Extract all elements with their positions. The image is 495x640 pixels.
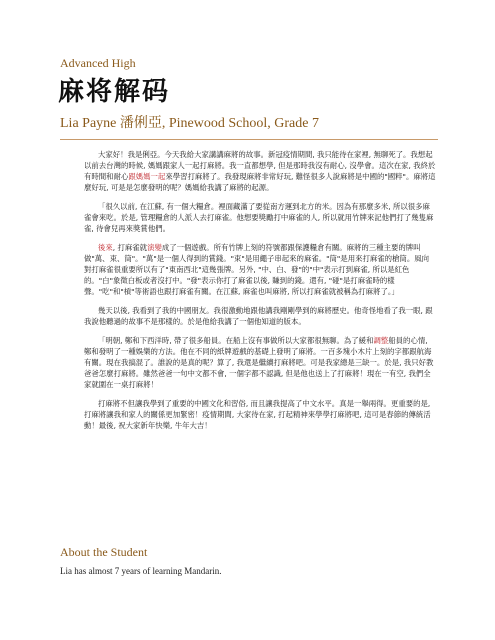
highlighted-text: 跟媽媽一起 [128, 172, 166, 181]
about-text: Lia has almost 7 years of learning Mandarin. [60, 566, 222, 576]
paragraph-text: 船員的心情, 鄭和發明了一種娛樂的方法。他在不同的紙牌遊戲的基礎上發明了麻將。一百多塊小木片上刻的字都跟航海有關。現在我搞混了。誰說的是真的呢？算了, 我還是繼續打麻將吧。可是我家總是三缺一。於是, 我只好教爸爸怎麼打麻將。雖然爸爸一句中文都不會, 一個字都不認識, 但是他也送上了打麻將！現在一有空, 我們全家就圍在一桌打麻將！ [84, 336, 434, 389]
paragraph-text: 「明朝, 鄭和下西洋時, 帶了很多船員。在船上沒有事做所以大家都很無聊。為了緩和 [98, 336, 374, 345]
highlighted-text: 演變 [147, 243, 162, 252]
highlighted-text: 後來 [98, 243, 113, 252]
highlighted-text: 調整 [373, 336, 389, 345]
author-byline: Lia Payne 潘俐亞, Pinewood School, Grade 7 [60, 116, 319, 131]
paragraph-text: 大家好！我是俐亞。今天我給大家講講麻將的故事。新冠疫情期間, 我只能待在家裡, 無聊死了。我想起以前去台灣的時候, 媽媽跟家人一起打麻將。我一直都想學, 但是那時我沒有耐心, 沒學會。這次在家, 我終於有時間和耐心 [84, 150, 436, 181]
paragraph-4: 幾天以後, 我看到了我的中國朋友。我很激動地跟他講我剛剛學到的麻將歷史。他奇怪地看了我一眼, 跟我說他聽過的故事不是那樣的。於是他給我講了一個他知道的版本。 [84, 306, 433, 326]
paragraph-text: 成了一個遊戲。所有竹牌上刻的符號都跟保護糧倉有關。麻將的三種主要的牌叫做"萬、束、筒"。"萬"是一個人得到的賞錢。"束"是用繩子串起來的麻雀。"筒"是用來打麻雀的槍筒。風向對打麻雀很重要所以有了"東南西北"這幾張牌。另外, "中、白、發"的"中"表示打到麻雀, 所以是紅色的。"白"象徵白板或者沒打中。"發"表示你打了麻雀以後, 賺到的錢。還有, "碰"是打麻雀時的樣聲。"吃"和"槓"等術語也跟打麻雀有關。在江蘇, 麻雀也叫麻將, 所以打麻雀就被稱為打麻將了。」 [84, 243, 429, 296]
about-heading: About the Student [60, 545, 148, 559]
paragraph-text: , 打麻雀就 [112, 243, 148, 252]
essay-title: 麻将解码 [58, 77, 171, 107]
divider [60, 139, 438, 140]
paragraph-5 [84, 335, 436, 390]
level-label: Advanced High [60, 56, 136, 70]
paragraph-6: 打麻將不但讓我學到了重要的中國文化和習俗, 而且讓我提高了中文水平。真是一舉兩得。更重要的是, 打麻將讓我和家人的關係更加緊密！疫情期間, 大家待在家, 打起精神來學學打麻將吧, 這可是春節的傳統活動！最後, 祝大家新年快樂, 牛年大吉！ [84, 399, 431, 430]
paragraph-2: 「很久以前, 在江蘇, 有一個大糧倉。裡面藏滿了要從南方運到北方的米。因為有那麼多米, 所以很多麻雀會來吃。於是, 管理糧倉的人派人去打麻雀。他想要獎勵打中麻雀的人, 所以就用竹牌來記他們打了幾隻麻雀, 待會兒再來獎賞他們。 [84, 202, 434, 233]
essay-body [84, 149, 436, 439]
paragraph-text: 來學習打麻將了。我發現麻將非常好玩, 難怪很多人說麻將是中國的"國粹"。麻將這麼好玩, 可是是怎麼發明的呢？媽媽給我講了麻將的起源。 [84, 172, 436, 192]
paragraph-1 [84, 149, 436, 193]
paragraph-3 [84, 242, 436, 297]
